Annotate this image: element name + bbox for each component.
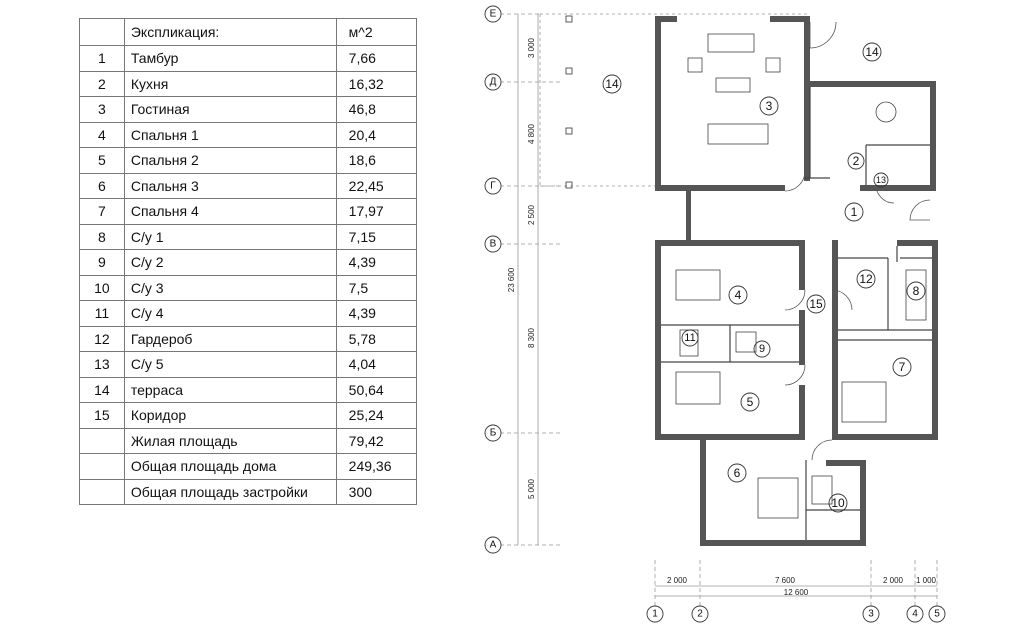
axis-label: 1 (652, 608, 658, 620)
room-number: 15 (80, 403, 125, 429)
table-row (80, 352, 417, 378)
axis-label: Б (489, 427, 497, 439)
room-tag: 6 (733, 466, 741, 480)
table-row (80, 224, 417, 250)
grid-lines (500, 14, 937, 606)
total-name: Жилая площадь (124, 428, 336, 454)
room-tag: 14 (605, 77, 619, 91)
room-number: 7 (80, 199, 125, 225)
room-tag: 4 (734, 288, 742, 302)
room-tag: 13 (875, 175, 887, 185)
header-title: Экспликация: (124, 19, 336, 46)
room-tag: 10 (831, 496, 845, 510)
axis-label: Е (489, 8, 497, 20)
room-area: 16,32 (336, 71, 416, 97)
table-row (80, 122, 417, 148)
room-name: С/у 4 (124, 301, 336, 327)
room-name: Тамбур (124, 46, 336, 72)
table-row (80, 275, 417, 301)
axis-label: Д (489, 76, 497, 88)
total-row (80, 454, 417, 480)
table-row (80, 97, 417, 123)
table-row (80, 46, 417, 72)
room-number: 1 (80, 46, 125, 72)
dimension-label: 8 300 (527, 327, 536, 349)
dimension-label: 3 000 (527, 37, 536, 59)
room-tag: 2 (852, 154, 860, 168)
table-row (80, 71, 417, 97)
room-tag: 11 (684, 332, 696, 344)
room-name: Гостиная (124, 97, 336, 123)
room-number: 5 (80, 148, 125, 174)
dimension-total: 23 600 (507, 267, 516, 293)
room-number: 11 (80, 301, 125, 327)
total-area: 79,42 (336, 428, 416, 454)
horizontal-dimensions (667, 576, 937, 597)
total-row (80, 428, 417, 454)
axis-label: В (489, 238, 497, 250)
axis-label: 3 (868, 608, 874, 620)
room-area: 25,24 (336, 403, 416, 429)
table-row (80, 250, 417, 276)
room-name: С/у 2 (124, 250, 336, 276)
header-unit: м^2 (336, 19, 416, 46)
table-row (80, 148, 417, 174)
table-row (80, 326, 417, 352)
total-name: Общая площадь застройки (124, 479, 336, 505)
room-name: Коридор (124, 403, 336, 429)
room-name: Спальня 1 (124, 122, 336, 148)
room-area: 4,04 (336, 352, 416, 378)
explication-table-wrap (79, 18, 417, 528)
axis-label: 5 (934, 608, 940, 620)
room-area: 4,39 (336, 250, 416, 276)
room-name: С/у 1 (124, 224, 336, 250)
table-row (80, 199, 417, 225)
room-tag: 12 (859, 272, 873, 286)
room-number: 3 (80, 97, 125, 123)
empty-cell (80, 479, 125, 505)
room-number: 6 (80, 173, 125, 199)
total-area: 300 (336, 479, 416, 505)
total-area: 249,36 (336, 454, 416, 480)
vertical-dimensions (507, 37, 536, 499)
room-number: 2 (80, 71, 125, 97)
axis-label: А (489, 539, 497, 551)
room-tags (605, 45, 919, 510)
room-area: 7,5 (336, 275, 416, 301)
room-area: 20,4 (336, 122, 416, 148)
dimension-label: 2 000 (882, 576, 904, 585)
terrace-columns (566, 16, 572, 188)
room-tag: 8 (912, 284, 920, 298)
room-number: 12 (80, 326, 125, 352)
table-row (80, 377, 417, 403)
room-tag: 5 (746, 395, 754, 409)
room-number: 13 (80, 352, 125, 378)
room-name: Кухня (124, 71, 336, 97)
dimension-label: 2 000 (666, 576, 688, 585)
table-header-row (80, 19, 417, 46)
table-row (80, 301, 417, 327)
room-tag: 14 (865, 45, 879, 59)
dimension-total: 12 600 (783, 588, 809, 597)
room-area: 7,66 (336, 46, 416, 72)
empty-cell (80, 454, 125, 480)
empty-cell (80, 428, 125, 454)
axis-letter-circles (485, 6, 501, 553)
room-tag: 15 (809, 297, 823, 311)
room-name: Гардероб (124, 326, 336, 352)
dimension-label: 4 800 (527, 123, 536, 145)
explication-table (79, 18, 417, 505)
room-area: 46,8 (336, 97, 416, 123)
table-row (80, 403, 417, 429)
room-area: 17,97 (336, 199, 416, 225)
room-area: 4,39 (336, 301, 416, 327)
exterior-walls (655, 16, 938, 546)
room-tag-circles (603, 43, 925, 512)
total-name: Общая площадь дома (124, 454, 336, 480)
room-name: Спальня 3 (124, 173, 336, 199)
dimension-label: 2 500 (527, 204, 536, 226)
table-row (80, 173, 417, 199)
room-area: 18,6 (336, 148, 416, 174)
axis-number-circles (647, 606, 945, 622)
room-area: 5,78 (336, 326, 416, 352)
room-area: 7,15 (336, 224, 416, 250)
room-name: терраса (124, 377, 336, 403)
room-area: 22,45 (336, 173, 416, 199)
room-number: 9 (80, 250, 125, 276)
dimension-label: 1 000 (915, 576, 937, 585)
room-number: 10 (80, 275, 125, 301)
room-name: С/у 3 (124, 275, 336, 301)
floor-plan (450, 0, 1024, 639)
axis-label: 4 (912, 608, 918, 620)
room-name: Спальня 2 (124, 148, 336, 174)
room-tag: 7 (898, 360, 906, 374)
room-number: 4 (80, 122, 125, 148)
header-num-cell (80, 19, 125, 46)
room-tag: 9 (758, 343, 766, 355)
dimension-label: 5 000 (527, 478, 536, 500)
room-number: 14 (80, 377, 125, 403)
axis-label: 2 (697, 608, 703, 620)
axis-label: Г (490, 180, 496, 192)
room-name: С/у 5 (124, 352, 336, 378)
dimension-label: 7 600 (774, 576, 796, 585)
total-row (80, 479, 417, 505)
room-area: 50,64 (336, 377, 416, 403)
room-number: 8 (80, 224, 125, 250)
room-name: Спальня 4 (124, 199, 336, 225)
room-tag: 1 (850, 205, 858, 219)
room-tag: 3 (765, 99, 773, 113)
